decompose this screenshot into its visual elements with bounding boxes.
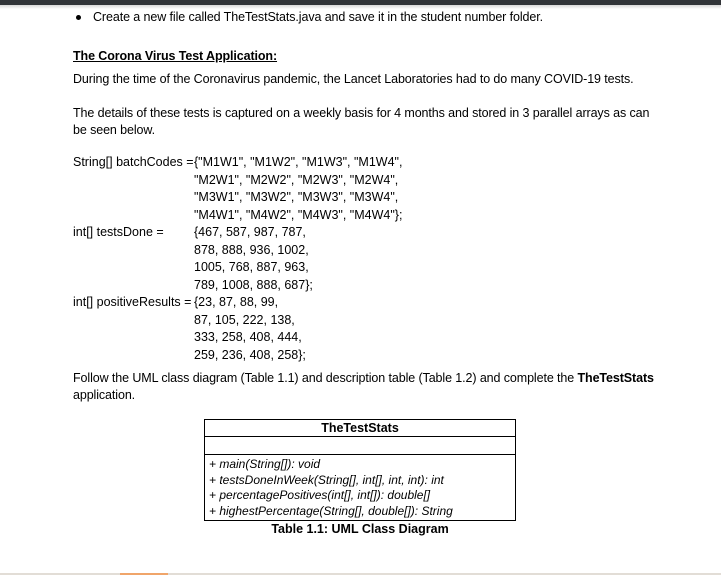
bullet-icon (76, 15, 81, 20)
details-paragraph-line-2: be seen below. (73, 123, 155, 137)
batch-codes-label: String[] batchCodes = (73, 155, 194, 169)
code-line: {467, 587, 987, 787, (194, 225, 306, 239)
uml-method-percentage-positives: + percentagePositives(int[], int[]): double[] (209, 488, 431, 502)
details-paragraph-line-1: The details of these tests is captured on a weekly basis for 4 months and stored in 3 parallel arrays as can (73, 106, 650, 120)
code-line: "M4W1", "M4W2", "M4W3", "M4W4"}; (194, 207, 403, 222)
code-line: 333, 258, 408, 444, (194, 330, 302, 344)
code-line: 259, 236, 408, 258}; (194, 347, 306, 362)
instructions-line-1 (73, 370, 654, 387)
uml-class-name: TheTestStats (205, 420, 515, 437)
uml-class-diagram (204, 419, 516, 521)
code-line: {"M1W1", "M1W2", "M1W3", "M1W4", (194, 155, 403, 169)
code-line: 87, 105, 222, 138, (194, 312, 295, 327)
tests-done-label: int[] testsDone = (73, 225, 164, 239)
code-line: "M2W1", "M2W2", "M2W3", "M2W4", (194, 172, 399, 187)
instructions-line-2: application. (73, 388, 136, 402)
uml-method-tests-done-in-week: + testsDoneInWeek(String[], int[], int, int): int (209, 472, 444, 487)
code-line: 1005, 768, 887, 963, (194, 260, 309, 274)
table-caption: Table 1.1: UML Class Diagram (271, 522, 449, 536)
positive-results-label: int[] positiveResults = (73, 295, 192, 309)
uml-attributes-section (205, 437, 515, 455)
uml-method-highest-percentage: + highestPercentage(String[], double[]): String (209, 503, 453, 518)
class-name-bold: TheTestStats (577, 371, 654, 385)
code-line: {23, 87, 88, 99, (194, 295, 279, 309)
bullet-text: Create a new file called TheTestStats.java and save it in the student number folder. (93, 10, 543, 24)
section-heading: The Corona Virus Test Application: (73, 49, 278, 63)
code-line: 878, 888, 936, 1002, (194, 242, 309, 257)
intro-paragraph: During the time of the Coronavirus pandemic, the Lancet Laboratories had to do many COVID-19 tests. (73, 72, 634, 86)
code-line: "M3W1", "M3W2", "M3W3", "M3W4", (194, 190, 399, 204)
code-line: 789, 1008, 888, 687}; (194, 277, 313, 292)
instructions-text: Follow the UML class diagram (Table 1.1) and description table (Table 1.2) and complete the (73, 371, 578, 385)
uml-method-main: + main(String[]): void (209, 457, 321, 471)
uml-methods-section (205, 455, 515, 520)
